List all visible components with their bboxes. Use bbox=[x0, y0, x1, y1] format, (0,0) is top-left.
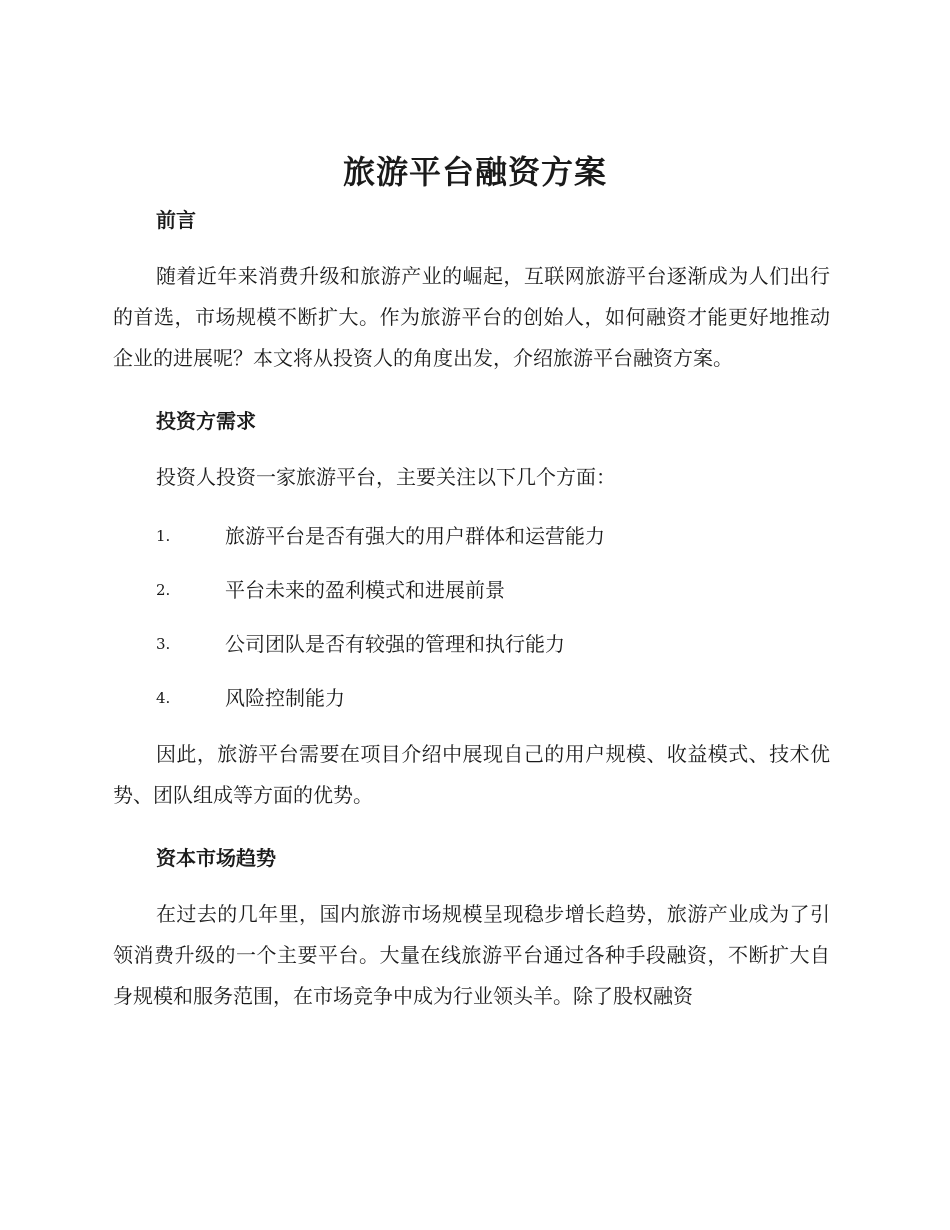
section-heading-capital-market: 资本市场趋势 bbox=[156, 846, 276, 870]
list-item bbox=[113, 518, 830, 554]
investor-needs-intro: 投资人投资一家旅游平台，主要关注以下几个方面： bbox=[156, 465, 616, 489]
list-item-text: 公司团队是否有较强的管理和执行能力 bbox=[225, 632, 565, 656]
document-title: 旅游平台融资方案 bbox=[342, 153, 607, 191]
list-item-text: 平台未来的盈利模式和进展前景 bbox=[225, 578, 505, 602]
list-item-number: 2. bbox=[156, 581, 171, 599]
list-item bbox=[113, 626, 830, 662]
investor-needs-conclusion: 因此，旅游平台需要在项目介绍中展现自己的用户规模、收益模式、技术优势、团队组成等方面的优势。 bbox=[113, 742, 830, 807]
list-item-text: 风险控制能力 bbox=[225, 686, 345, 710]
list-item-number: 3. bbox=[156, 635, 171, 653]
list-item-text: 旅游平台是否有强大的用户群体和运营能力 bbox=[225, 524, 605, 548]
list-item-number: 1. bbox=[156, 527, 171, 545]
document-body bbox=[113, 202, 830, 1017]
preface-paragraph: 随着近年来消费升级和旅游产业的崛起，互联网旅游平台逐渐成为人们出行的首选，市场规模不断扩大。作为旅游平台的创始人，如何融资才能更好地推动企业的进展呢？本文将从投资人的角度出发，介绍旅游平台融资方案。 bbox=[113, 264, 830, 370]
list-item-number: 4. bbox=[156, 689, 171, 707]
section-heading-investor-needs: 投资方需求 bbox=[156, 409, 256, 433]
list-item bbox=[113, 572, 830, 608]
section-heading-preface: 前言 bbox=[156, 208, 196, 232]
capital-market-paragraph: 在过去的几年里，国内旅游市场规模呈现稳步增长趋势，旅游产业成为了引领消费升级的一个主要平台。大量在线旅游平台通过各种手段融资，不断扩大自身规模和服务范围，在市场竞争中成为行业领头羊。除了股权融资 bbox=[113, 902, 830, 1008]
list-item bbox=[113, 680, 830, 716]
